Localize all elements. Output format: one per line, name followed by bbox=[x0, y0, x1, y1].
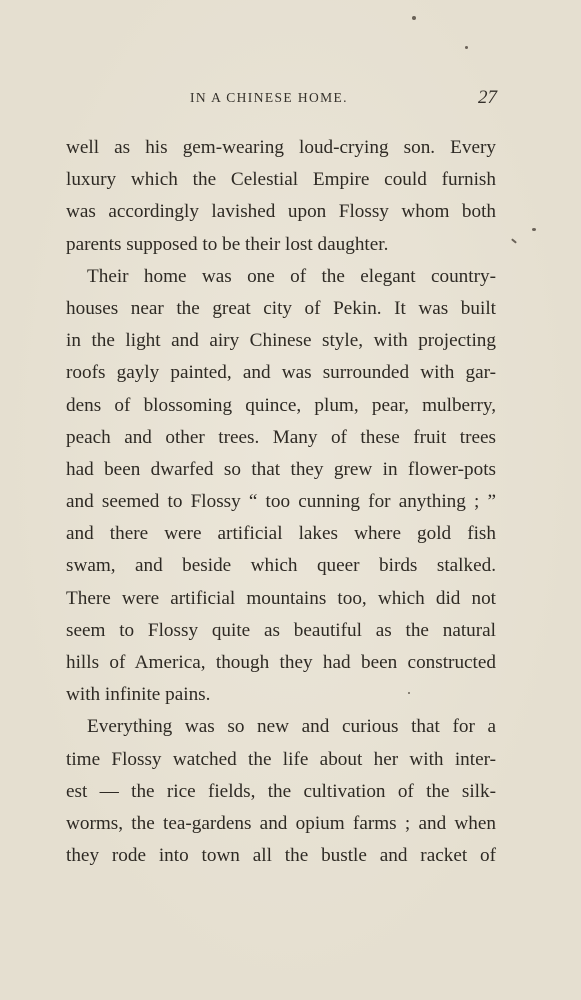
text-line: and seemed to Flossy “ too cunning for anything ; ” bbox=[66, 491, 496, 513]
text-line: was accordingly lavished upon Flossy whom both bbox=[66, 201, 496, 223]
text-line: houses near the great city of Pekin. It was built bbox=[66, 297, 496, 319]
paper-speck bbox=[511, 238, 517, 243]
page-number: 27 bbox=[478, 87, 497, 108]
paper-speck bbox=[532, 228, 536, 231]
text-line: time Flossy watched the life about her with inter- bbox=[66, 748, 496, 770]
text-line: Everything was so new and curious that for a bbox=[87, 716, 496, 738]
text-line: swam, and beside which queer birds stalked. bbox=[66, 555, 496, 577]
text-line: and there were artificial lakes where gold fish bbox=[66, 523, 496, 545]
text-line: with infinite pains. bbox=[66, 684, 211, 706]
text-line: There were artificial mountains too, which did not bbox=[66, 587, 496, 609]
paper-speck bbox=[465, 46, 468, 49]
paper-speck bbox=[408, 692, 410, 694]
text-line: had been dwarfed so that they grew in flower-pots bbox=[66, 458, 496, 480]
text-line: Their home was one of the elegant country- bbox=[87, 265, 496, 287]
body-text bbox=[66, 132, 496, 872]
text-line: in the light and airy Chinese style, with projecting bbox=[66, 330, 496, 352]
paper-speck bbox=[412, 16, 416, 20]
text-line: est — the rice fields, the cultivation of the silk- bbox=[66, 780, 496, 802]
text-line: dens of blossoming quince, plum, pear, mulberry, bbox=[66, 394, 496, 416]
text-line: well as his gem-wearing loud-crying son. Every bbox=[66, 137, 496, 158]
text-line: parents supposed to be their lost daughter. bbox=[66, 233, 389, 255]
text-line: luxury which the Celestial Empire could furnish bbox=[66, 169, 496, 191]
text-line: peach and other trees. Many of these fruit trees bbox=[66, 426, 496, 448]
running-head bbox=[0, 87, 581, 112]
text-line: roofs gayly painted, and was surrounded with gar- bbox=[66, 362, 496, 384]
running-title: IN A CHINESE HOME. bbox=[190, 90, 348, 105]
text-line: they rode into town all the bustle and racket of bbox=[66, 845, 496, 867]
text-line: seem to Flossy quite as beautiful as the natural bbox=[66, 619, 496, 641]
text-line: hills of America, though they had been constructed bbox=[66, 652, 496, 673]
text-line: worms, the tea-gardens and opium farms ; and when bbox=[66, 812, 496, 834]
